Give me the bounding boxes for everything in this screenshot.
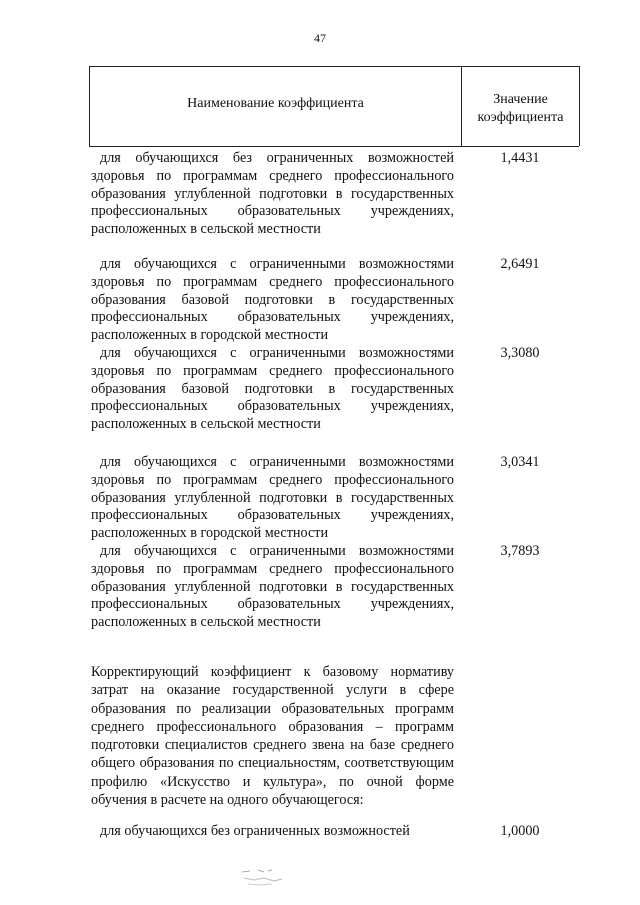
coefficient-row-4-value: 3,0341 xyxy=(500,454,540,470)
coefficient-row-4-text: для обучающихся с ограниченными возможностями здоровья по программам среднего профессионального образования углубленной подготовки в государственных профессиональных образовательных учреждениях, расположенных в городской местности xyxy=(91,454,454,542)
scan-smudge-mark xyxy=(238,866,288,888)
coefficient-row-1-value: 1,4431 xyxy=(500,150,540,166)
column-header-value xyxy=(462,91,579,127)
correction-coefficient-note: Корректирующий коэффициент к базовому нормативу затрат на оказание государственной услуги в сфере образования по реализации образовательных программ среднего профессионального образования – программ подготовки специалистов среднего звена на базе среднего общего образования по специальностям, соответствующим профилю «Искусство и культура», по очной форме обучения в расчете на одного обучающегося: xyxy=(91,664,454,809)
coefficient-row-5-value: 3,7893 xyxy=(500,543,540,559)
column-header-name: Наименование коэффициента xyxy=(187,96,364,111)
column-header-value-line1: Значение xyxy=(493,92,548,107)
coefficient-row-1-text: для обучающихся без ограниченных возможностей здоровья по программам среднего профессионального образования углубленной подготовки в государственных профессиональных образовательных учреждениях, расположенных в сельской местности xyxy=(91,150,454,238)
column-header-value-line2: коэффициента xyxy=(477,110,564,125)
coefficient-row-3-text: для обучающихся с ограниченными возможностями здоровья по программам среднего профессионального образования базовой подготовки в государственных профессиональных образовательных учреждениях, расположенных в сельской местности xyxy=(91,345,454,433)
table-header-top-border xyxy=(89,66,579,67)
coefficient-row-2-value: 2,6491 xyxy=(500,256,540,272)
coefficient-row-6-text: для обучающихся без ограниченных возможностей xyxy=(100,823,410,839)
coefficient-row-2-text: для обучающихся с ограниченными возможностями здоровья по программам среднего профессионального образования базовой подготовки в государственных профессиональных образовательных учреждениях, расположенных в городской местности xyxy=(91,256,454,344)
coefficient-row-3-value: 3,3080 xyxy=(500,345,540,361)
table-header-bottom-border xyxy=(89,146,579,147)
coefficient-row-6-value: 1,0000 xyxy=(500,823,540,839)
page-number: 47 xyxy=(314,31,326,45)
table-header-right-border xyxy=(579,66,580,146)
coefficient-row-5-text: для обучающихся с ограниченными возможностями здоровья по программам среднего профессионального образования углубленной подготовки в государственных профессиональных образовательных учреждениях, расположенных в сельской местности xyxy=(91,543,454,631)
